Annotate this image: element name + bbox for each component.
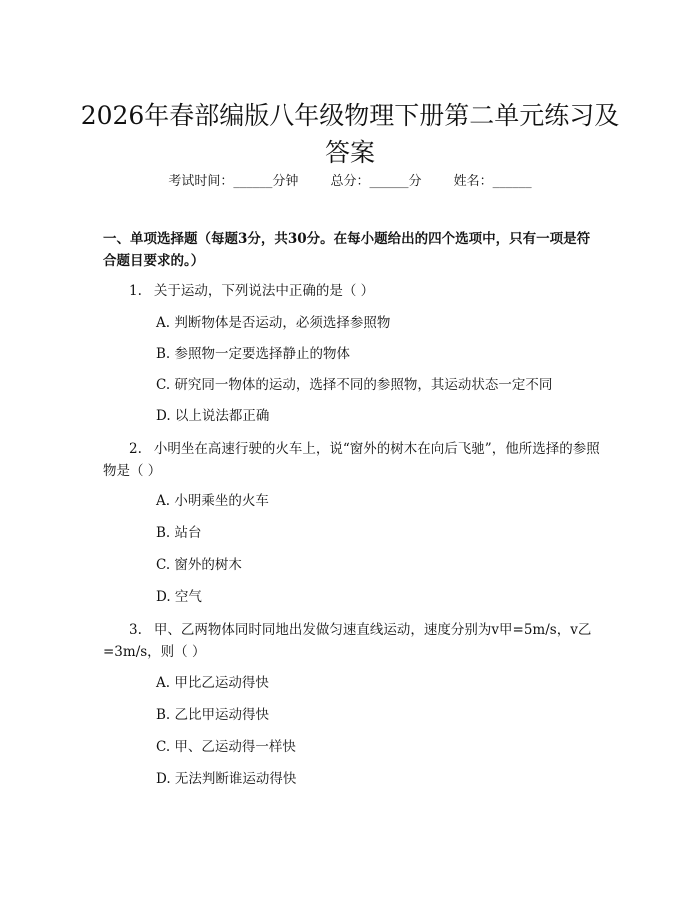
question-number: 3. — [129, 622, 142, 638]
page-title: 2026年春部编版八年级物理下册第二单元练习及答案 — [80, 100, 620, 167]
option-3d: D. 无法判断谁运动得快 — [156, 771, 297, 787]
option-3b: B. 乙比甲运动得快 — [156, 707, 270, 723]
option-3c: C. 甲、乙运动得一样快 — [156, 739, 296, 755]
option-2d: D. 空气 — [156, 589, 202, 605]
exam-time: 考试时间：______分钟 — [168, 174, 299, 189]
option-2c: C. 窗外的树木 — [156, 557, 242, 573]
total-score: 总分：______分 — [330, 174, 422, 189]
option-2a: A. 小明乘坐的火车 — [156, 493, 269, 509]
exam-info — [0, 170, 700, 189]
question-1 — [103, 280, 600, 302]
option-2b: B. 站台 — [156, 525, 202, 541]
question-number: 2. — [129, 441, 142, 457]
question-3 — [103, 619, 600, 663]
question-text: 小明坐在高速行驶的火车上，说“窗外的树木在向后飞驰”，他所选择的参照物是（ ） — [103, 441, 600, 479]
option-3a: A. 甲比乙运动得快 — [156, 675, 269, 691]
option-1d: D. 以上说法都正确 — [156, 408, 270, 424]
question-2 — [103, 438, 600, 482]
student-name: 姓名：______ — [453, 174, 532, 189]
option-1b: B. 参照物一定要选择静止的物体 — [156, 346, 351, 362]
section-heading: 一、单项选择题（每题3分，共30分。在每小题给出的四个选项中，只有一项是符合题目要求的。） — [103, 231, 591, 269]
question-text: 甲、乙两物体同时同地出发做匀速直线运动，速度分别为v甲=5m/s，v乙=3m/s，则（ ） — [103, 622, 592, 660]
question-number: 1. — [129, 283, 142, 299]
question-text: 关于运动，下列说法中正确的是（ ） — [153, 283, 375, 299]
option-1c: C. 研究同一物体的运动，选择不同的参照物，其运动状态一定不同 — [156, 377, 553, 393]
option-1a: A. 判断物体是否运动，必须选择参照物 — [156, 315, 391, 331]
